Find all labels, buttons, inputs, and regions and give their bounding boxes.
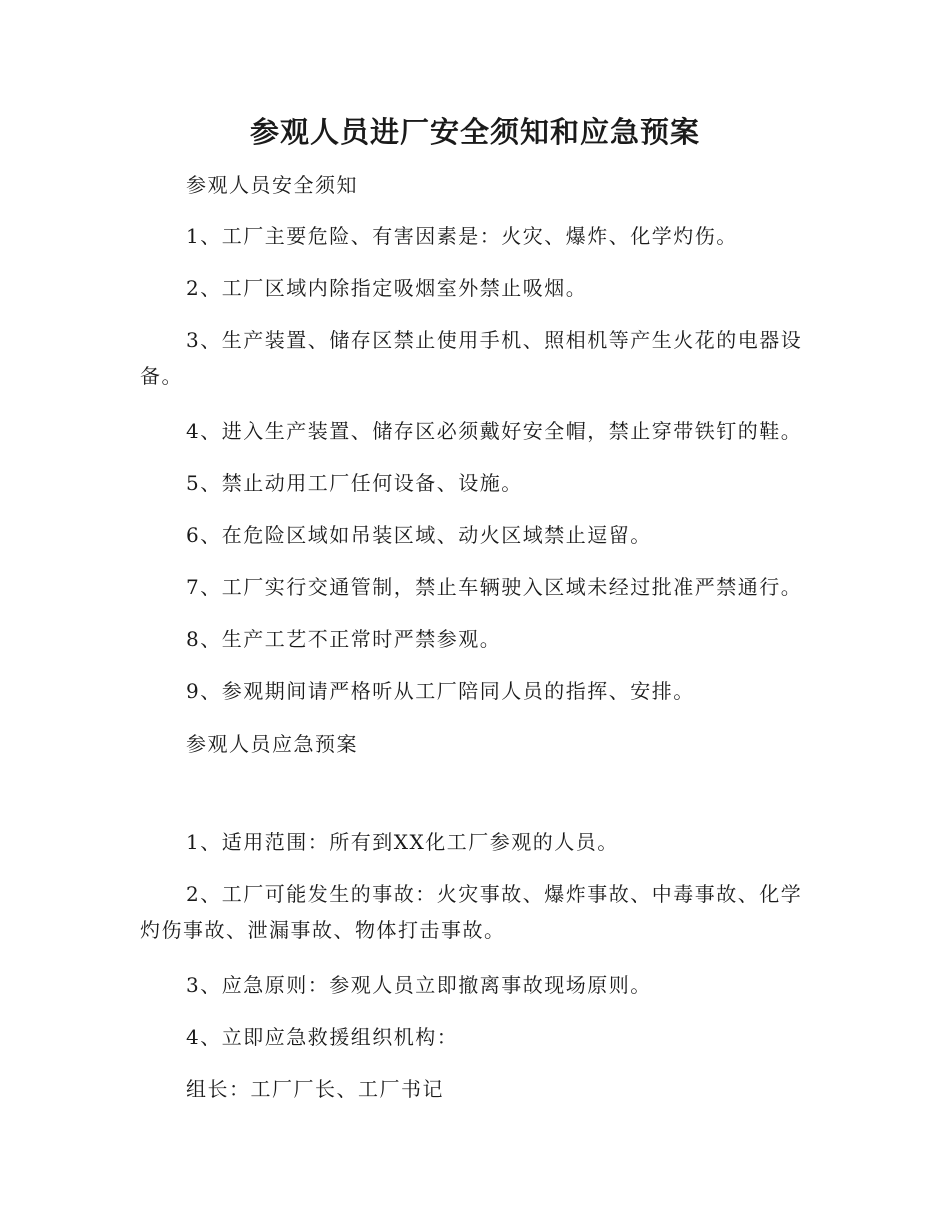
section-heading-safety-notice: 参观人员安全须知 <box>186 173 358 197</box>
paragraph-item-2: 2、工厂区域内除指定吸烟室外禁止吸烟。 <box>186 276 588 300</box>
paragraph-emergency-2: 2、工厂可能发生的事故：火灾事故、爆炸事故、中毒事故、化学灼伤事故、泄漏事故、物体打击事故。 <box>140 882 803 942</box>
paragraph-item-7: 7、工厂实行交通管制，禁止车辆驶入区域未经过批准严禁通行。 <box>186 575 803 599</box>
paragraph-item-1: 1、工厂主要危险、有害因素是：火灾、爆炸、化学灼伤。 <box>186 224 738 248</box>
paragraph-emergency-4: 4、立即应急救援组织机构： <box>186 1025 459 1049</box>
paragraph-item-3: 3、生产装置、储存区禁止使用手机、照相机等产生火花的电器设备。 <box>140 328 803 388</box>
paragraph-item-6: 6、在危险区域如吊装区域、动火区域禁止逗留。 <box>186 523 652 547</box>
paragraph-item-8: 8、生产工艺不正常时严禁参观。 <box>186 627 502 651</box>
paragraph-item-4: 4、进入生产装置、储存区必须戴好安全帽，禁止穿带铁钉的鞋。 <box>186 419 803 443</box>
paragraph-emergency-1: 1、适用范围：所有到XX化工厂参观的人员。 <box>186 830 619 854</box>
paragraph-item-9: 9、参观期间请严格听从工厂陪同人员的指挥、安排。 <box>186 679 695 703</box>
paragraph-emergency-3: 3、应急原则：参观人员立即撤离事故现场原则。 <box>186 973 652 997</box>
section-heading-emergency-plan: 参观人员应急预案 <box>186 732 358 756</box>
paragraph-group-leader: 组长：工厂厂长、工厂书记 <box>186 1077 444 1101</box>
document-title: 参观人员进厂安全须知和应急预案 <box>249 115 700 149</box>
paragraph-item-5: 5、禁止动用工厂任何设备、设施。 <box>186 471 523 495</box>
